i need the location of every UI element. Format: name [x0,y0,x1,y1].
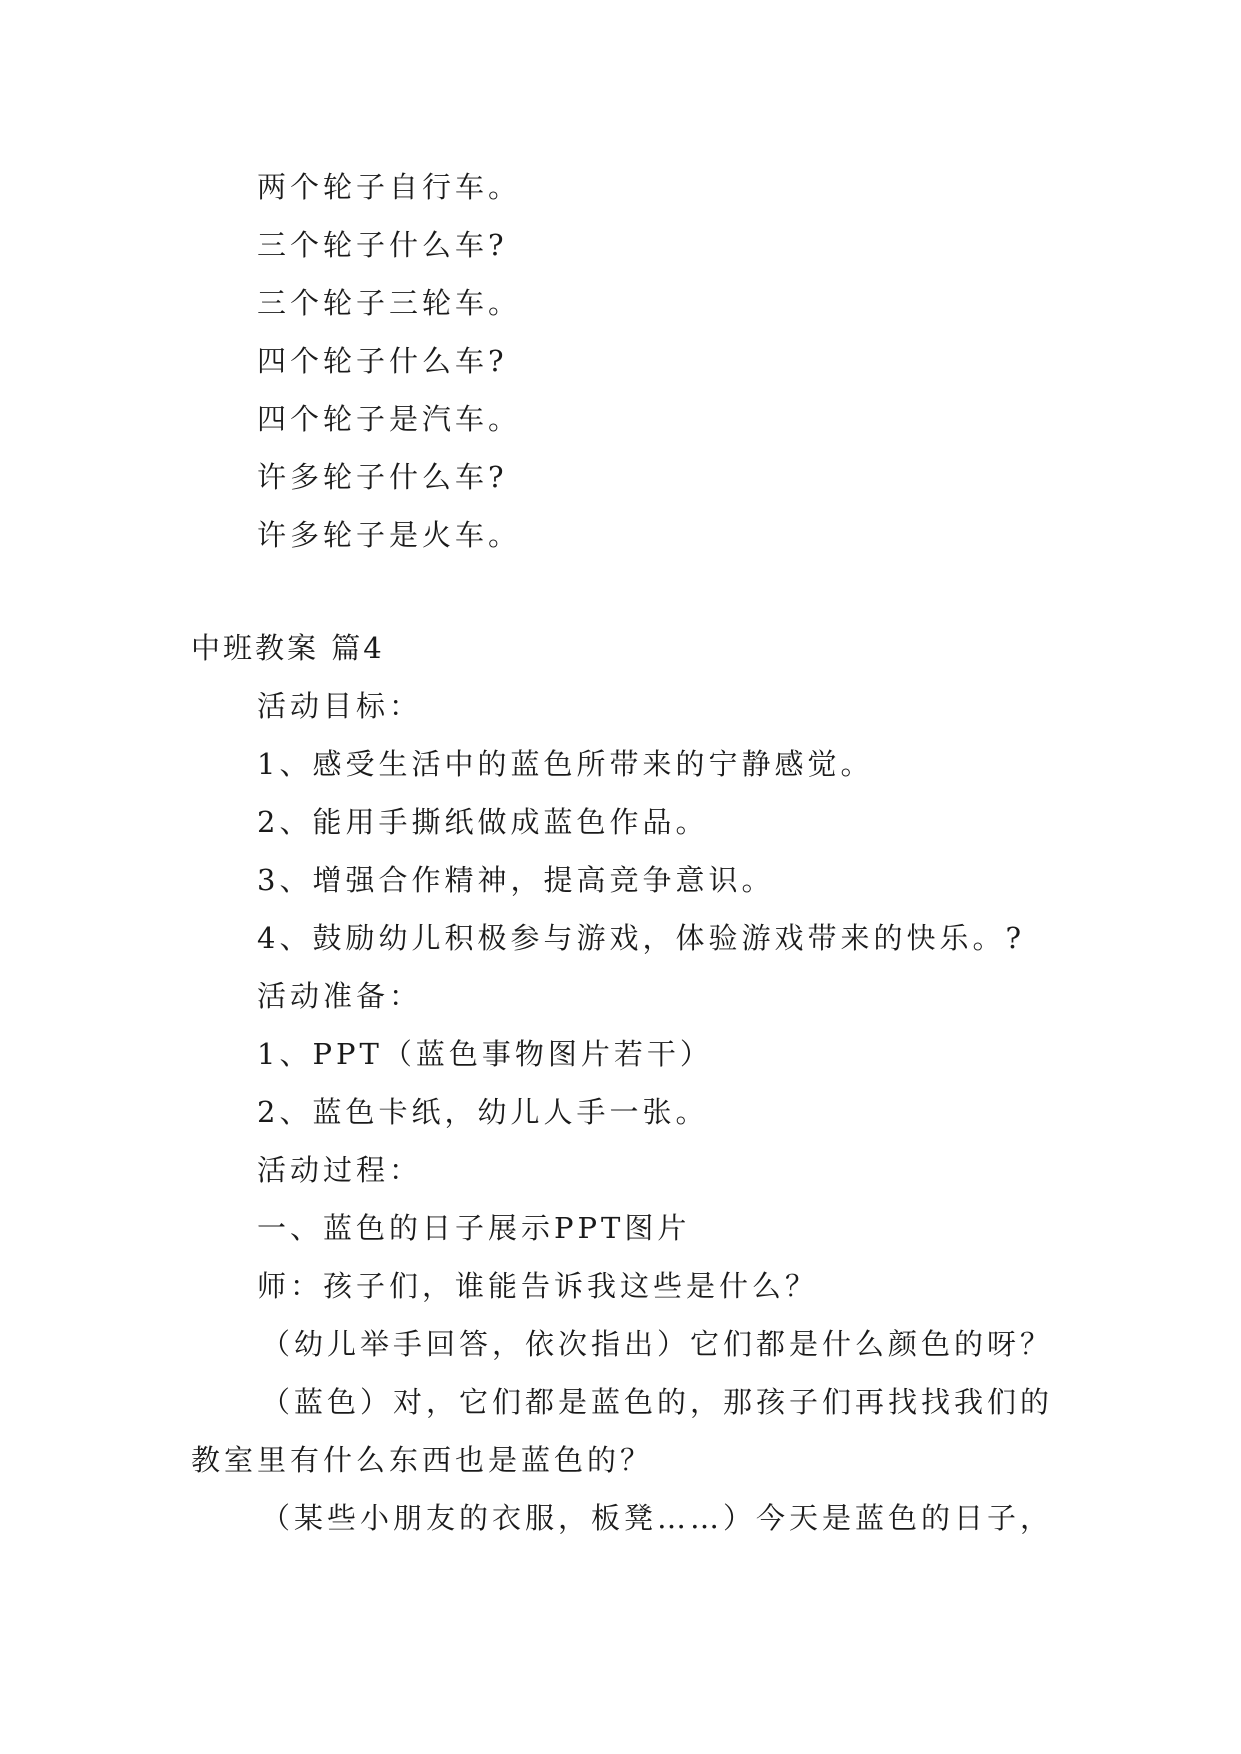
process-line: （某些小朋友的衣服，板凳……）今天是蓝色的日子， [261,1501,1054,1535]
goal-item: 1、感受生活中的蓝色所带来的宁静感觉。 [257,747,874,781]
poem-line: 四个轮子什么车? [257,344,508,378]
goal-item: 3、增强合作精神，提高竞争意识。 [257,863,775,897]
process-title: 活动过程： [257,1153,423,1187]
poem-line: 两个轮子自行车。 [257,170,522,204]
goal-item: 4、鼓励幼儿积极参与游戏，体验游戏带来的快乐。? [257,921,1025,955]
poem-line: 三个轮子三轮车。 [257,286,522,320]
process-line: 师：孩子们，谁能告诉我这些是什么？ [257,1269,819,1303]
prep-item: 1、PPT（蓝色事物图片若干） [257,1037,713,1071]
prep-item: 2、蓝色卡纸，幼儿人手一张。 [257,1095,709,1129]
process-line: （幼儿举手回答，依次指出）它们都是什么颜色的呀？ [261,1327,1054,1361]
poem-line: 许多轮子什么车? [257,460,508,494]
goal-item: 2、能用手撕纸做成蓝色作品。 [257,805,709,839]
prep-title: 活动准备： [257,979,423,1013]
process-line: （蓝色）对，它们都是蓝色的，那孩子们再找找我们的 [261,1385,1054,1419]
poem-line: 许多轮子是火车。 [257,518,522,552]
poem-line: 四个轮子是汽车。 [257,402,522,436]
process-line: 一、蓝色的日子展示PPT图片 [257,1211,691,1245]
poem-line: 三个轮子什么车? [257,228,508,262]
goals-title: 活动目标： [257,689,423,723]
process-line: 教室里有什么东西也是蓝色的？ [191,1443,654,1477]
section-heading: 中班教案 篇4 [191,631,385,665]
